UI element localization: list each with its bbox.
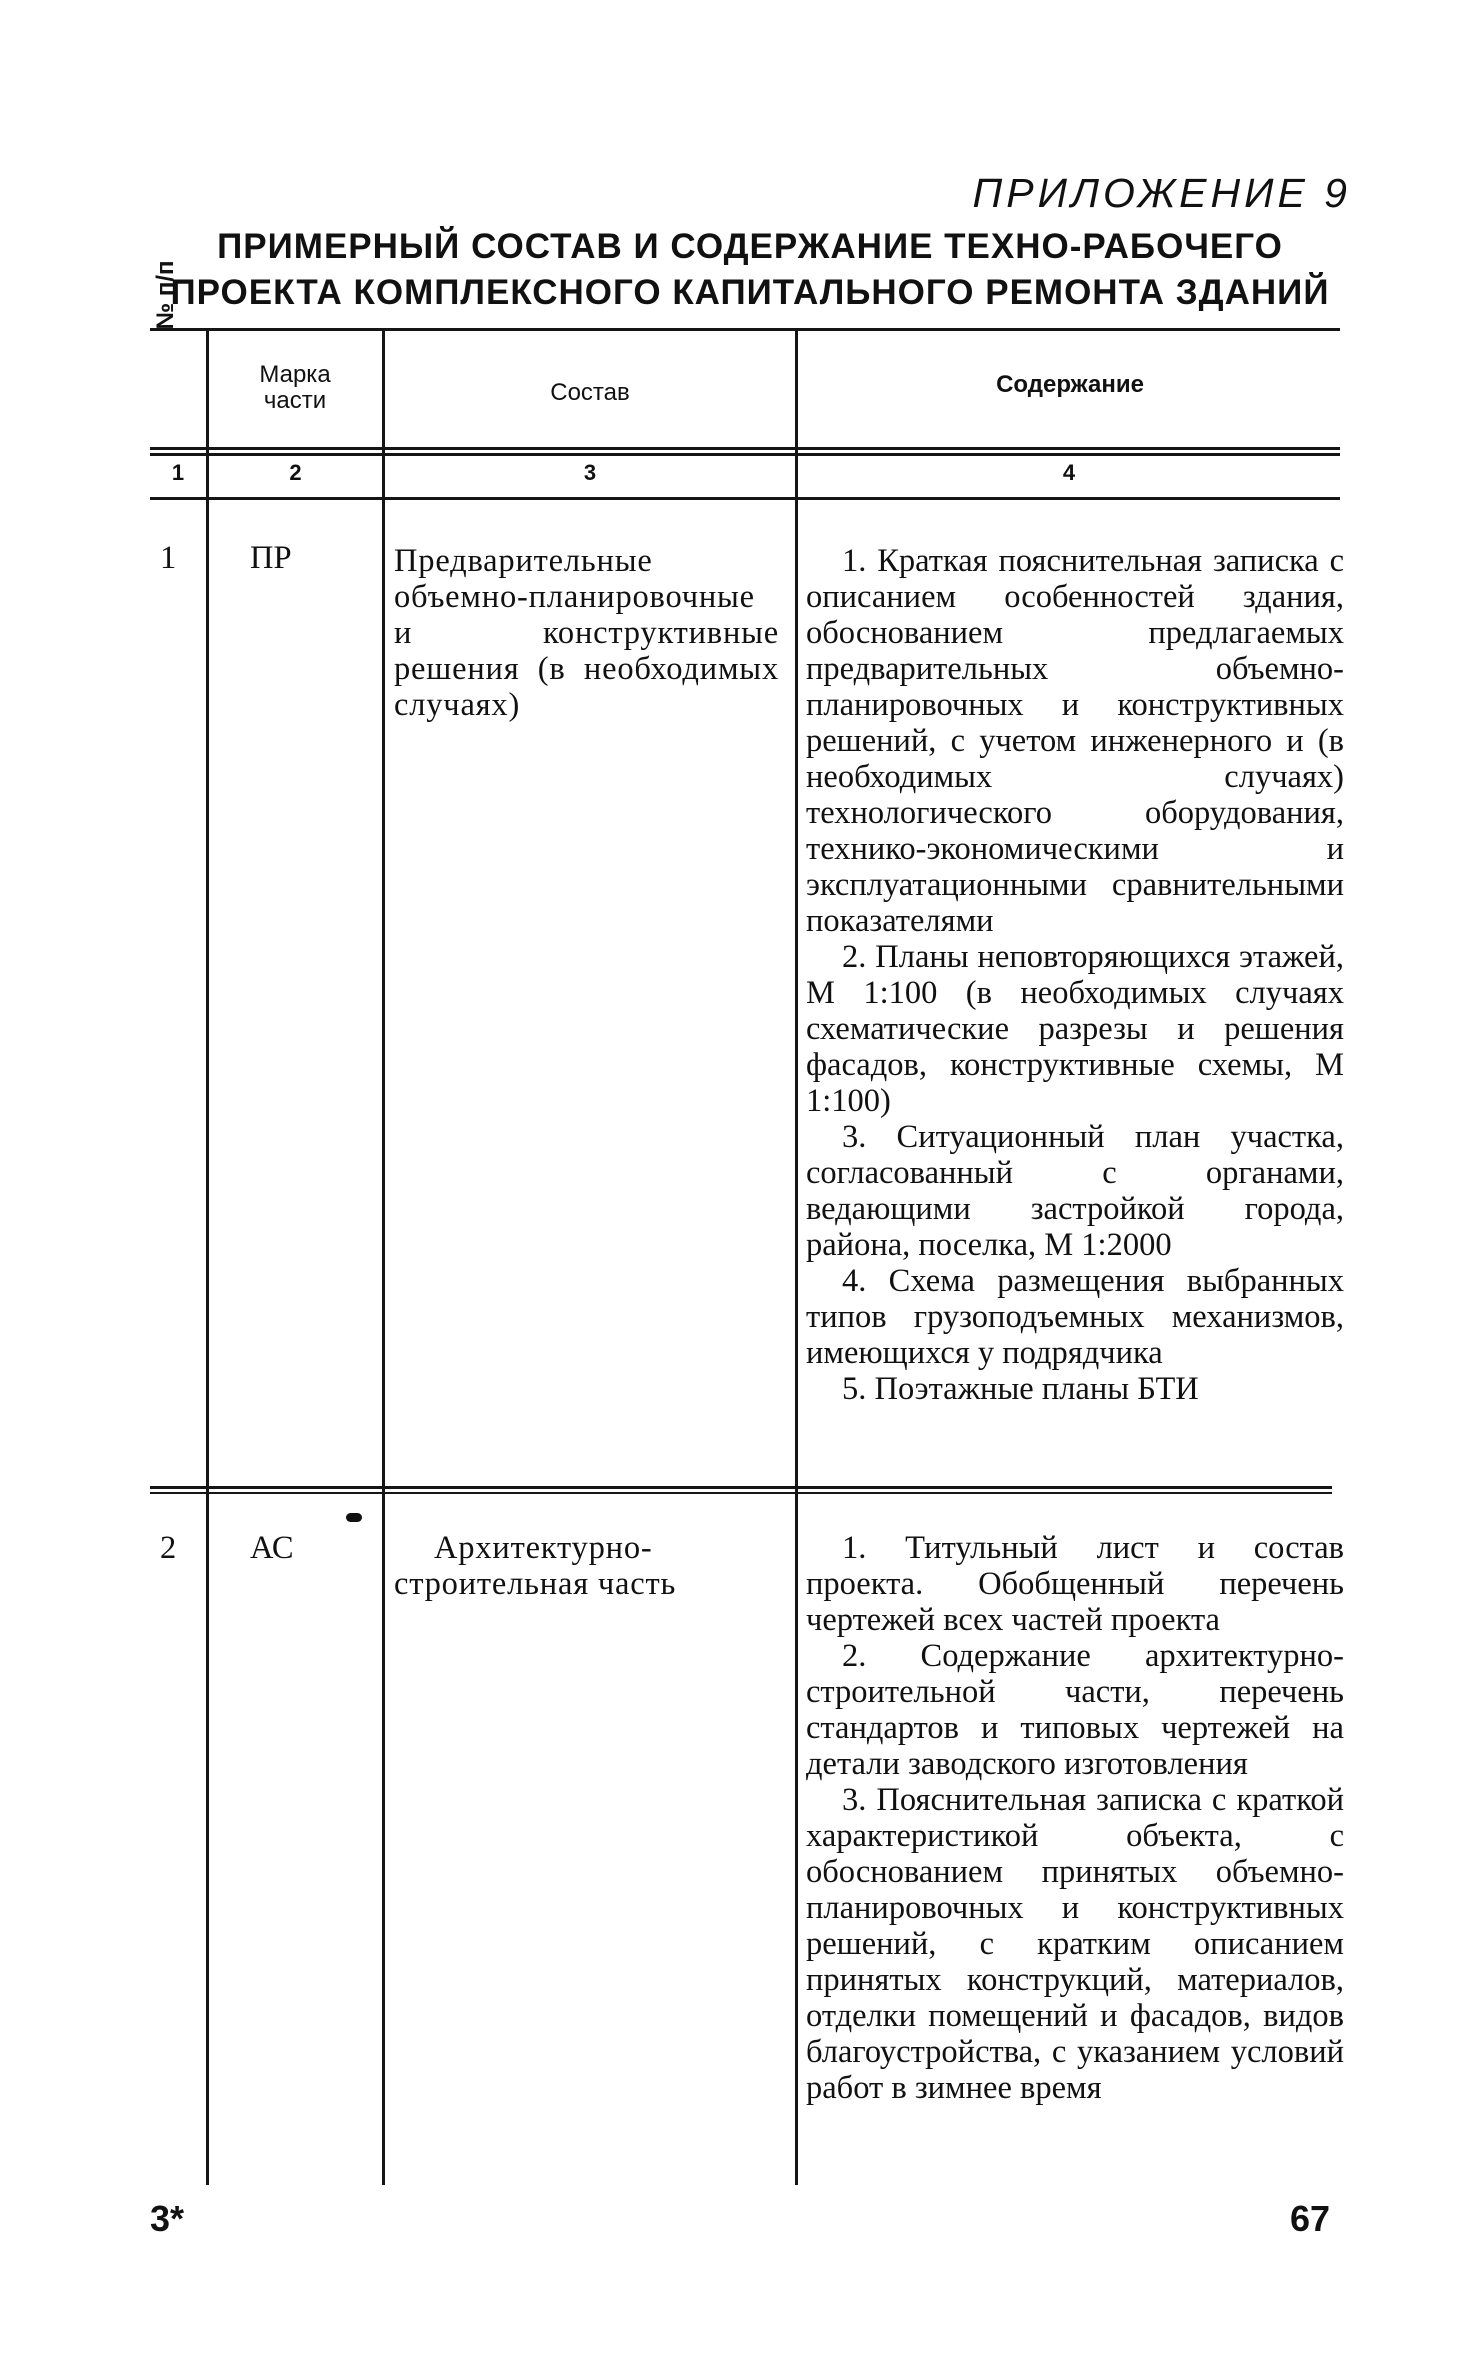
signature-mark: 3* <box>150 2198 185 2239</box>
content-item: 5. Поэтажные планы БТИ <box>842 1371 1199 1407</box>
content-item: 3. Пояснительная записка с краткой характеристикой объекта, с обоснованием принятых объемно-планировочных и конструктивных решений, с кратким описанием принятых конструкций, материалов, отделки помещений и фасадов, видов благоустройства, с указанием условий работ в зимнее время <box>806 1782 1344 2106</box>
column-number-2: 2 <box>289 460 302 485</box>
row-separator-rule-2 <box>150 1492 1332 1494</box>
header-mark-text: Марка части <box>259 361 331 414</box>
column-divider-3 <box>795 330 798 2185</box>
column-numbers-rule <box>150 497 1340 500</box>
page-number: 67 <box>1290 2198 1331 2239</box>
content-item: 1. Краткая пояснительная записка с описанием особенностей здания, обоснованием предлагаемых предварительных объемно-планировочных и конструктивных решений, с учетом инженерного и (в необходимых случаях) технологического оборудования, технико-экономическими и эксплуатационными сравнительными показателями <box>806 543 1344 939</box>
document-title <box>150 224 1350 316</box>
row-mark: ПР <box>250 540 292 576</box>
row-number: 2 <box>160 1530 177 1566</box>
row-number: 1 <box>160 540 177 576</box>
row-separator-rule <box>150 1486 1332 1489</box>
content-item: 2. Содержание архитектурно-строительной части, перечень стандартов и типовых чертежей на детали заводского изготовления <box>806 1638 1344 1782</box>
header-mark <box>210 362 380 414</box>
header-rule-lower <box>150 453 1340 456</box>
content-item: 3. Ситуационный план участка, согласованный с органами, ведающими застройкой города, района, поселка, М 1:2000 <box>806 1119 1344 1263</box>
row-content <box>806 1530 1344 2106</box>
header-composition: Состав <box>550 379 630 406</box>
header-number: № п/п <box>152 260 179 330</box>
header-content: Содержание <box>996 371 1144 398</box>
row-content <box>806 543 1344 1407</box>
content-item: 2. Планы неповторяющихся этажей, М 1:100 (в необходимых случаях схематические разрезы и решения фасадов, конструктивные схемы, М 1:100) <box>806 939 1344 1119</box>
row-composition: Предварительные объемно-планировочные и конструктивные решения (в необходимых случаях) <box>394 543 779 723</box>
column-divider-1 <box>206 330 209 2185</box>
ink-mark <box>346 1513 362 1522</box>
content-item: 1. Титульный лист и состав проекта. Обобщенный перечень чертежей всех частей проекта <box>806 1530 1344 1638</box>
title-line-1: ПРИМЕРНЫЙ СОСТАВ И СОДЕРЖАНИЕ ТЕХНО-РАБОЧЕГО <box>217 227 1283 266</box>
header-rule-upper <box>150 447 1340 450</box>
title-line-2: ПРОЕКТА КОМПЛЕКСНОГО КАПИТАЛЬНОГО РЕМОНТА ЗДАНИЙ <box>170 273 1330 312</box>
column-divider-2 <box>382 330 385 2185</box>
appendix-label: ПРИЛОЖЕНИЕ 9 <box>972 170 1351 216</box>
content-item: 4. Схема размещения выбранных типов грузоподъемных механизмов, имеющихся у подрядчика <box>806 1263 1344 1371</box>
column-number-3: 3 <box>583 460 597 485</box>
column-number-1: 1 <box>171 460 185 485</box>
column-number-4: 4 <box>1062 460 1076 485</box>
row-mark: АС <box>250 1530 294 1566</box>
row-composition: Архитектурно-строительная часть <box>394 1530 677 1602</box>
table-top-rule <box>150 328 1340 331</box>
